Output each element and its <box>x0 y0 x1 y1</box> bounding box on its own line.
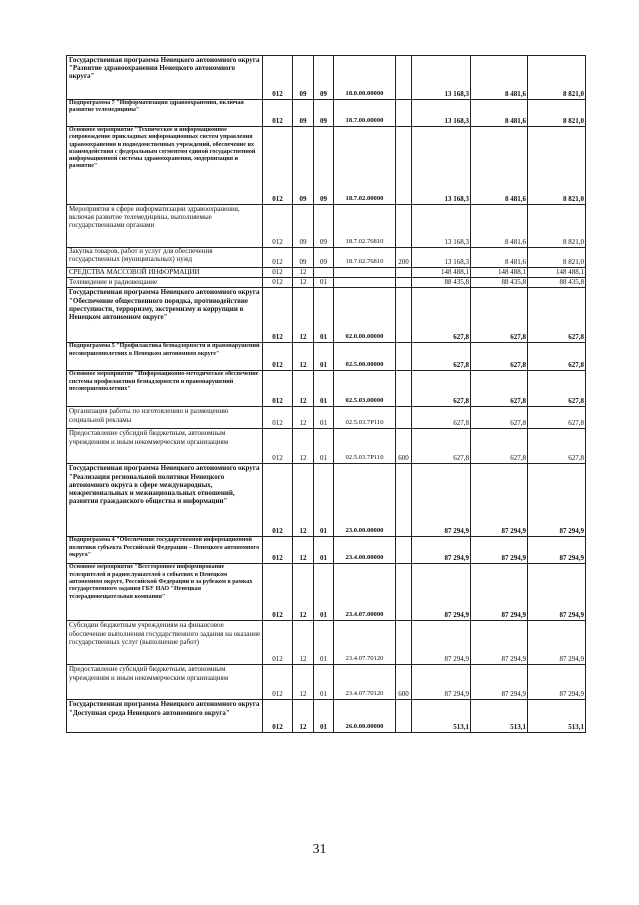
row-expense-type-code <box>396 127 412 205</box>
row-amount-year-3: 87 294,9 <box>528 564 586 621</box>
row-amount-year-2: 87 294,9 <box>471 464 528 537</box>
row-subsection-code: 01 <box>314 665 334 700</box>
row-expense-type-code <box>396 464 412 537</box>
row-amount-year-2: 88 435,8 <box>471 278 528 288</box>
row-target-article-code <box>334 278 396 288</box>
row-section-code: 12 <box>293 429 314 464</box>
table-row <box>67 564 586 621</box>
row-section-code: 12 <box>293 537 314 564</box>
row-amount-year-1: 13 168,3 <box>412 56 471 100</box>
table-row <box>67 248 586 268</box>
table-row <box>67 268 586 278</box>
row-amount-year-3: 87 294,9 <box>528 665 586 700</box>
table-row <box>67 700 586 733</box>
row-amount-year-3: 8 821,0 <box>528 205 586 248</box>
row-section-code: 12 <box>293 665 314 700</box>
row-section-code: 12 <box>293 288 314 343</box>
row-expense-type-code: 600 <box>396 429 412 464</box>
row-amount-year-2: 87 294,9 <box>471 537 528 564</box>
row-amount-year-3: 627,8 <box>528 288 586 343</box>
row-section-code: 09 <box>293 205 314 248</box>
row-section-code: 12 <box>293 564 314 621</box>
row-section-code: 12 <box>293 407 314 429</box>
row-amount-year-1: 87 294,9 <box>412 537 471 564</box>
row-amount-year-2: 8 481,6 <box>471 127 528 205</box>
row-target-article-code: 18.7.02.76810 <box>334 248 396 268</box>
table-row <box>67 464 586 537</box>
row-grbs-code: 012 <box>263 127 293 205</box>
row-name: Предоставление субсидий бюджетным, автономным учреждениям и иным некоммерческим организациям <box>67 429 263 464</box>
row-target-article-code: 02.5.03.7P110 <box>334 429 396 464</box>
row-subsection-code: 09 <box>314 248 334 268</box>
table-row <box>67 371 586 407</box>
row-expense-type-code <box>396 278 412 288</box>
row-grbs-code: 012 <box>263 665 293 700</box>
row-name: СРЕДСТВА МАССОВОЙ ИНФОРМАЦИИ <box>67 268 263 278</box>
row-amount-year-2: 627,8 <box>471 429 528 464</box>
row-target-article-code: 18.0.00.00000 <box>334 56 396 100</box>
row-expense-type-code <box>396 268 412 278</box>
row-amount-year-3: 8 821,0 <box>528 127 586 205</box>
row-amount-year-3: 8 821,0 <box>528 100 586 127</box>
row-target-article-code: 23.0.00.00000 <box>334 464 396 537</box>
row-name: Основное мероприятие "Информационно-методическое обеспечение системы профилактики безнадзорности и правонарушений несовершеннолетних" <box>67 371 263 407</box>
row-amount-year-2: 87 294,9 <box>471 665 528 700</box>
row-name: Основное мероприятие "Техническое и информационное сопровождение прикладных информационных систем управления здравоохранения и подведомственных учреждений, обеспечение их взаимодействия с федеральным сегментом единой государственной информационной системы здравоохранения, модернизация и развитие" <box>67 127 263 205</box>
row-grbs-code: 012 <box>263 343 293 371</box>
row-expense-type-code <box>396 371 412 407</box>
row-subsection-code: 09 <box>314 100 334 127</box>
row-subsection-code: 01 <box>314 537 334 564</box>
row-section-code: 12 <box>293 700 314 733</box>
row-target-article-code <box>334 268 396 278</box>
row-name: Предоставление субсидий бюджетным, автономным учреждениям и иным некоммерческим организациям <box>67 665 263 700</box>
table-body <box>67 56 586 733</box>
row-subsection-code: 01 <box>314 464 334 537</box>
row-amount-year-1: 87 294,9 <box>412 621 471 665</box>
table-row <box>67 407 586 429</box>
row-name: Подпрограмма 4 "Обеспечение государственной информационной политики субъекта Российской Федерации – Ненецкого автономного округа" <box>67 537 263 564</box>
page-number: 31 <box>312 842 327 857</box>
row-expense-type-code <box>396 100 412 127</box>
row-target-article-code: 23.4.07.70120 <box>334 621 396 665</box>
row-expense-type-code <box>396 700 412 733</box>
row-grbs-code: 012 <box>263 205 293 248</box>
row-expense-type-code <box>396 343 412 371</box>
row-target-article-code: 02.5.03.00000 <box>334 371 396 407</box>
row-subsection-code: 09 <box>314 127 334 205</box>
row-grbs-code: 012 <box>263 278 293 288</box>
table-row <box>67 429 586 464</box>
row-name: Подпрограмма 7 "Информатизация здравоохранения, включая развитие телемедицины" <box>67 100 263 127</box>
row-amount-year-3: 88 435,8 <box>528 278 586 288</box>
row-section-code: 09 <box>293 100 314 127</box>
row-target-article-code: 02.0.00.00000 <box>334 288 396 343</box>
row-subsection-code: 09 <box>314 56 334 100</box>
row-expense-type-code <box>396 537 412 564</box>
row-subsection-code: 01 <box>314 700 334 733</box>
row-grbs-code: 012 <box>263 621 293 665</box>
row-amount-year-1: 13 168,3 <box>412 100 471 127</box>
row-target-article-code: 18.7.02.00000 <box>334 127 396 205</box>
row-amount-year-1: 627,8 <box>412 407 471 429</box>
row-amount-year-3: 627,8 <box>528 429 586 464</box>
row-target-article-code: 23.4.07.70120 <box>334 665 396 700</box>
row-section-code: 09 <box>293 127 314 205</box>
row-section-code: 12 <box>293 278 314 288</box>
row-subsection-code <box>314 268 334 278</box>
row-grbs-code: 012 <box>263 248 293 268</box>
row-grbs-code: 012 <box>263 537 293 564</box>
row-target-article-code: 26.0.00.00000 <box>334 700 396 733</box>
row-amount-year-1: 88 435,8 <box>412 278 471 288</box>
row-amount-year-3: 627,8 <box>528 407 586 429</box>
row-name: Закупка товаров, работ и услуг для обеспечения государственных (муниципальных) нужд <box>67 248 263 268</box>
row-amount-year-1: 87 294,9 <box>412 665 471 700</box>
row-amount-year-1: 13 168,3 <box>412 127 471 205</box>
row-target-article-code: 18.7.00.00000 <box>334 100 396 127</box>
table-row <box>67 56 586 100</box>
row-amount-year-1: 87 294,9 <box>412 564 471 621</box>
row-target-article-code: 18.7.02.76810 <box>334 205 396 248</box>
row-expense-type-code <box>396 621 412 665</box>
row-amount-year-1: 13 168,3 <box>412 248 471 268</box>
row-expense-type-code <box>396 205 412 248</box>
row-amount-year-3: 87 294,9 <box>528 621 586 665</box>
row-grbs-code: 012 <box>263 268 293 278</box>
row-name: Основное мероприятие "Всестороннее информирование телезрителей и радиослушателей о событиях в Ненецком автономном округе, Российской Федерации и за рубежом в рамках государственного задания ГБУ НАО "Ненецкая телерадиовещательная компания" <box>67 564 263 621</box>
row-target-article-code: 23.4.07.00000 <box>334 564 396 621</box>
row-subsection-code: 01 <box>314 278 334 288</box>
row-amount-year-3: 8 821,0 <box>528 56 586 100</box>
row-section-code: 12 <box>293 371 314 407</box>
row-name: Организация работы по изготовлению и размещению социальной рекламы <box>67 407 263 429</box>
row-section-code: 12 <box>293 268 314 278</box>
row-amount-year-3: 87 294,9 <box>528 537 586 564</box>
row-subsection-code: 01 <box>314 343 334 371</box>
row-amount-year-2: 87 294,9 <box>471 621 528 665</box>
row-amount-year-1: 627,8 <box>412 429 471 464</box>
row-name: Субсидии бюджетным учреждениям на финансовое обеспечение выполнения государственного задания на оказание государственных услуг (выполнение работ) <box>67 621 263 665</box>
row-section-code: 09 <box>293 248 314 268</box>
row-expense-type-code <box>396 56 412 100</box>
row-name: Мероприятия в сфере информатизации здравоохранения, включая развитие телемедицины, выполняемые государственными органами <box>67 205 263 248</box>
row-amount-year-2: 627,8 <box>471 343 528 371</box>
row-subsection-code: 01 <box>314 371 334 407</box>
row-subsection-code: 01 <box>314 288 334 343</box>
row-amount-year-3: 148 488,1 <box>528 268 586 278</box>
row-grbs-code: 012 <box>263 371 293 407</box>
table-row <box>67 288 586 343</box>
row-target-article-code: 02.5.00.00000 <box>334 343 396 371</box>
row-amount-year-2: 8 481,6 <box>471 100 528 127</box>
row-grbs-code: 012 <box>263 429 293 464</box>
row-section-code: 09 <box>293 56 314 100</box>
table-row <box>67 537 586 564</box>
row-amount-year-2: 148 488,1 <box>471 268 528 278</box>
row-subsection-code: 01 <box>314 407 334 429</box>
table-row <box>67 278 586 288</box>
row-amount-year-1: 627,8 <box>412 343 471 371</box>
row-amount-year-3: 87 294,9 <box>528 464 586 537</box>
row-amount-year-2: 627,8 <box>471 288 528 343</box>
budget-table <box>66 55 586 733</box>
row-grbs-code: 012 <box>263 564 293 621</box>
row-amount-year-3: 627,8 <box>528 371 586 407</box>
row-grbs-code: 012 <box>263 700 293 733</box>
row-expense-type-code <box>396 564 412 621</box>
row-name: Подпрограмма 5 "Профилактика безнадзорности и правонарушений несовершеннолетних в Ненецком автономном округе" <box>67 343 263 371</box>
row-amount-year-2: 8 481,6 <box>471 205 528 248</box>
row-section-code: 12 <box>293 343 314 371</box>
row-expense-type-code: 600 <box>396 665 412 700</box>
row-expense-type-code <box>396 407 412 429</box>
row-name: Государственная программа Ненецкого автономного округа "Развитие здравоохранения Ненецкого автономного округа" <box>67 56 263 100</box>
row-expense-type-code <box>396 288 412 343</box>
row-subsection-code: 01 <box>314 429 334 464</box>
row-amount-year-1: 627,8 <box>412 371 471 407</box>
row-subsection-code: 09 <box>314 205 334 248</box>
row-amount-year-2: 513,1 <box>471 700 528 733</box>
row-amount-year-1: 13 168,3 <box>412 205 471 248</box>
row-amount-year-2: 8 481,6 <box>471 248 528 268</box>
table-row <box>67 665 586 700</box>
row-amount-year-2: 8 481,6 <box>471 56 528 100</box>
row-name: Государственная программа Ненецкого автономного округа "Реализация региональной политики Ненецкого автономного округа в сфере международных, межрегиональных и межнациональных отношений, развития гражданского общества и информации" <box>67 464 263 537</box>
row-amount-year-1: 148 488,1 <box>412 268 471 278</box>
row-grbs-code: 012 <box>263 464 293 537</box>
row-subsection-code: 01 <box>314 564 334 621</box>
row-grbs-code: 012 <box>263 407 293 429</box>
row-name: Телевидение и радиовещание <box>67 278 263 288</box>
row-amount-year-3: 8 821,0 <box>528 248 586 268</box>
row-target-article-code: 23.4.00.00000 <box>334 537 396 564</box>
row-grbs-code: 012 <box>263 100 293 127</box>
row-section-code: 12 <box>293 621 314 665</box>
row-amount-year-3: 627,8 <box>528 343 586 371</box>
row-amount-year-2: 627,8 <box>471 407 528 429</box>
row-amount-year-2: 87 294,9 <box>471 564 528 621</box>
row-amount-year-1: 87 294,9 <box>412 464 471 537</box>
row-target-article-code: 02.5.03.7P110 <box>334 407 396 429</box>
row-name: Государственная программа Ненецкого автономного округа "Доступная среда Ненецкого автономного округа" <box>67 700 263 733</box>
row-subsection-code: 01 <box>314 621 334 665</box>
row-amount-year-1: 627,8 <box>412 288 471 343</box>
row-grbs-code: 012 <box>263 288 293 343</box>
row-expense-type-code: 200 <box>396 248 412 268</box>
table-row <box>67 621 586 665</box>
table-row <box>67 100 586 127</box>
row-amount-year-2: 627,8 <box>471 371 528 407</box>
table-row <box>67 205 586 248</box>
row-section-code: 12 <box>293 464 314 537</box>
row-grbs-code: 012 <box>263 56 293 100</box>
row-name: Государственная программа Ненецкого автономного округа "Обеспечение общественного порядка, противодействие преступности, терроризму, экстремизму и коррупции в Ненецком автономном округе" <box>67 288 263 343</box>
table-row <box>67 127 586 205</box>
row-amount-year-1: 513,1 <box>412 700 471 733</box>
table-row <box>67 343 586 371</box>
row-amount-year-3: 513,1 <box>528 700 586 733</box>
